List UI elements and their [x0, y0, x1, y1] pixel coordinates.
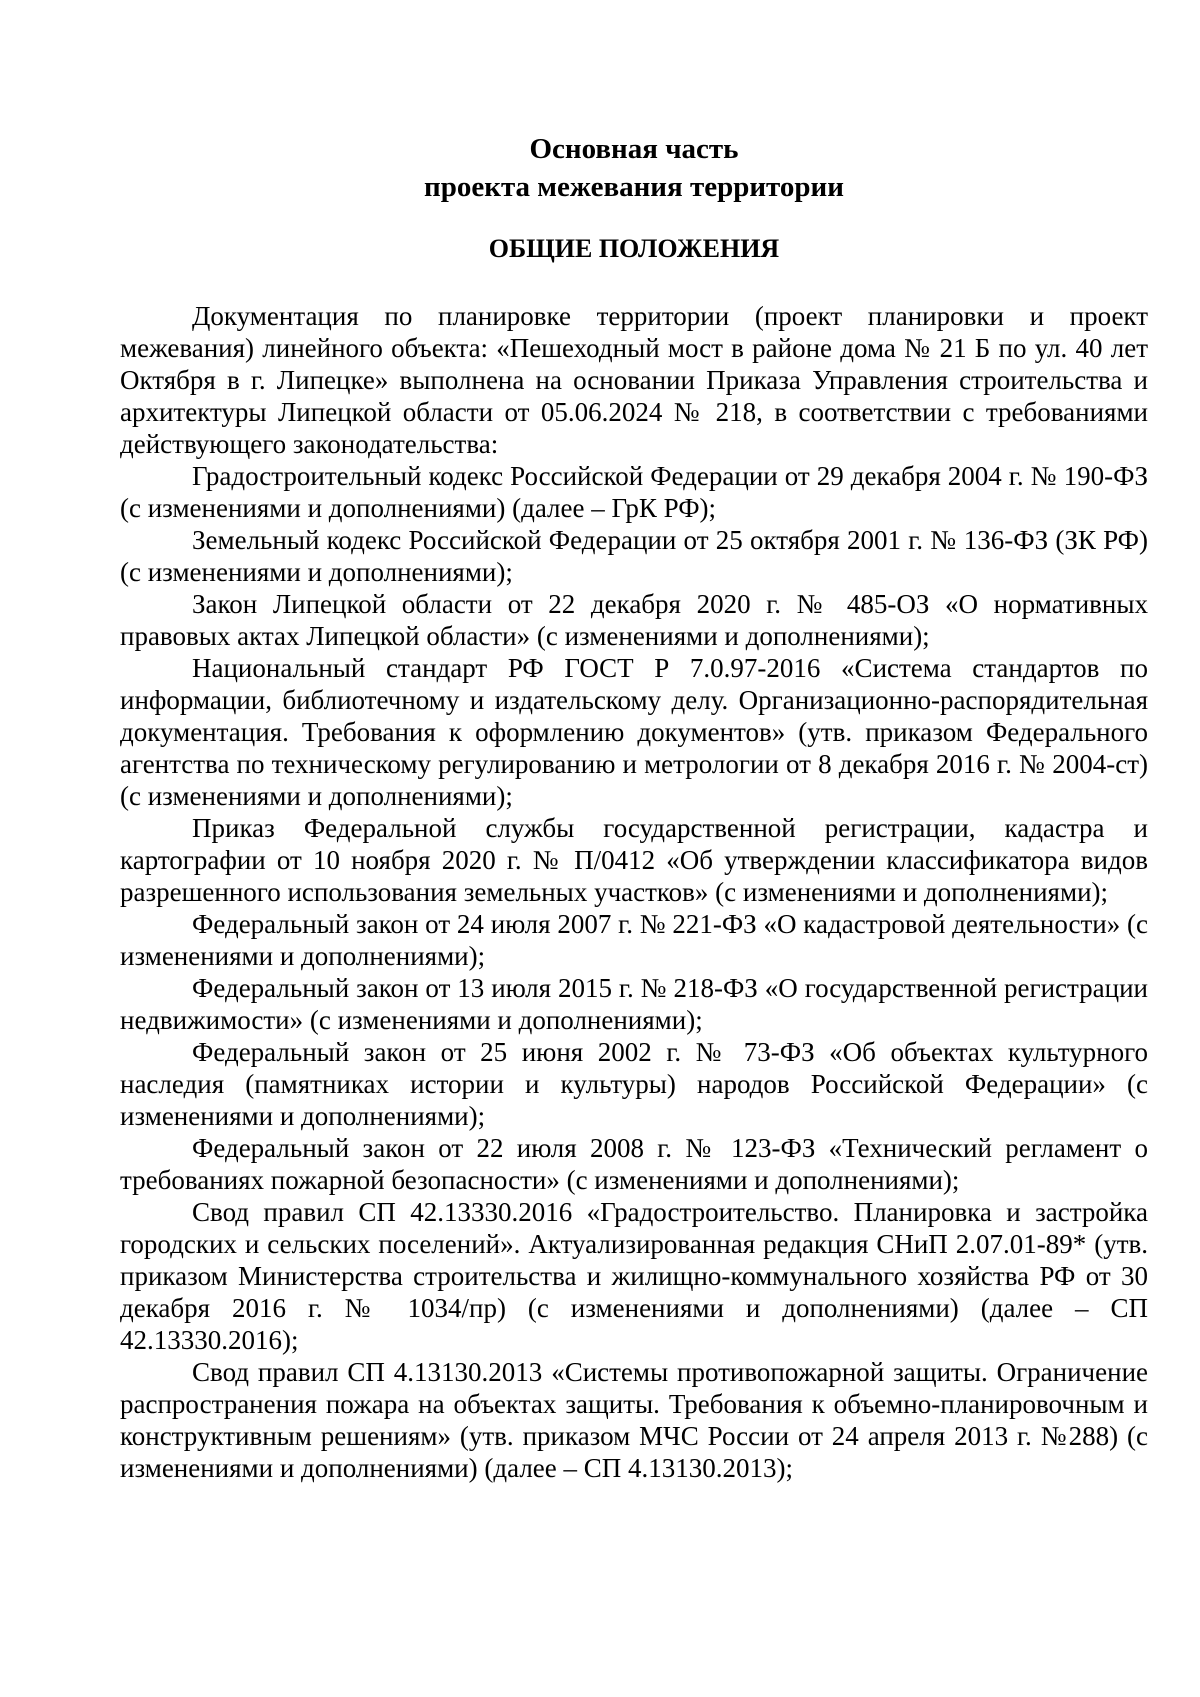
paragraph: Федеральный закон от 24 июля 2007 г. № 221-ФЗ «О кадастровой деятельности» (с изменениями и дополнениями); [120, 909, 1148, 971]
paragraph: Федеральный закон от 13 июля 2015 г. № 218-ФЗ «О государственной регистрации недвижимости» (с изменениями и дополнениями); [120, 973, 1148, 1035]
paragraph: Градостроительный кодекс Российской Федерации от 29 декабря 2004 г. № 190-ФЗ (с изменениями и дополнениями) (далее – ГрК РФ); [120, 461, 1148, 523]
title-line-1: Основная часть [529, 133, 739, 165]
paragraph: Закон Липецкой области от 22 декабря 2020 г. № 485-ОЗ «О нормативных правовых актах Липецкой области» (с изменениями и дополнениями); [120, 589, 1148, 651]
paragraph: Федеральный закон от 22 июля 2008 г. № 123-ФЗ «Технический регламент о требованиях пожарной безопасности» (с изменениями и дополнениями); [120, 1133, 1148, 1195]
paragraph: Национальный стандарт РФ ГОСТ Р 7.0.97-2016 «Система стандартов по информации, библиотечному и издательскому делу. Организационно-распорядительная документация. Требования к оформлению документов» (утв. приказом Федерального агентства по техническому регулированию и метрологии от 8 декабря 2016 г. № 2004-ст) (с изменениями и дополнениями); [120, 653, 1148, 811]
document-page [120, 130, 1148, 1484]
paragraph: Документация по планировке территории (проект планировки и проект межевания) линейного объекта: «Пешеходный мост в районе дома № 21 Б по ул. 40 лет Октября в г. Липецке» выполнена на основании Приказа Управления строительства и архитектуры Липецкой области от 05.06.2024 № 218, в соответствии с требованиями действующего законодательства: [120, 301, 1148, 459]
title-line-2: проекта межевания территории [424, 171, 844, 203]
paragraph: Свод правил СП 42.13330.2016 «Градостроительство. Планировка и застройка городских и сельских поселений». Актуализированная редакция СНиП 2.07.01-89* (утв. приказом Министерства строительства и жилищно-коммунального хозяйства РФ от 30 декабря 2016 г. № 1034/пр) (с изменениями и дополнениями) (далее – СП 42.13330.2016); [120, 1197, 1148, 1355]
paragraph: Свод правил СП 4.13130.2013 «Системы противопожарной защиты. Ограничение распространения пожара на объектах защиты. Требования к объемно-планировочным и конструктивным решениям» (утв. приказом МЧС России от 24 апреля 2013 г. №288) (с изменениями и дополнениями) (далее – СП 4.13130.2013); [120, 1357, 1148, 1483]
section-heading: ОБЩИЕ ПОЛОЖЕНИЯ [488, 234, 780, 263]
paragraph: Земельный кодекс Российской Федерации от 25 октября 2001 г. № 136-ФЗ (ЗК РФ) (с изменениями и дополнениями); [120, 525, 1148, 587]
document-title [120, 130, 1148, 206]
paragraph: Федеральный закон от 25 июня 2002 г. № 73-ФЗ «Об объектах культурного наследия (памятниках истории и культуры) народов Российской Федерации» (с изменениями и дополнениями); [120, 1037, 1148, 1131]
document-body [120, 300, 1148, 1484]
paragraph: Приказ Федеральной службы государственной регистрации, кадастра и картографии от 10 ноября 2020 г. № П/0412 «Об утверждении классификатора видов разрешенного использования земельных участков» (с изменениями и дополнениями); [120, 813, 1148, 907]
